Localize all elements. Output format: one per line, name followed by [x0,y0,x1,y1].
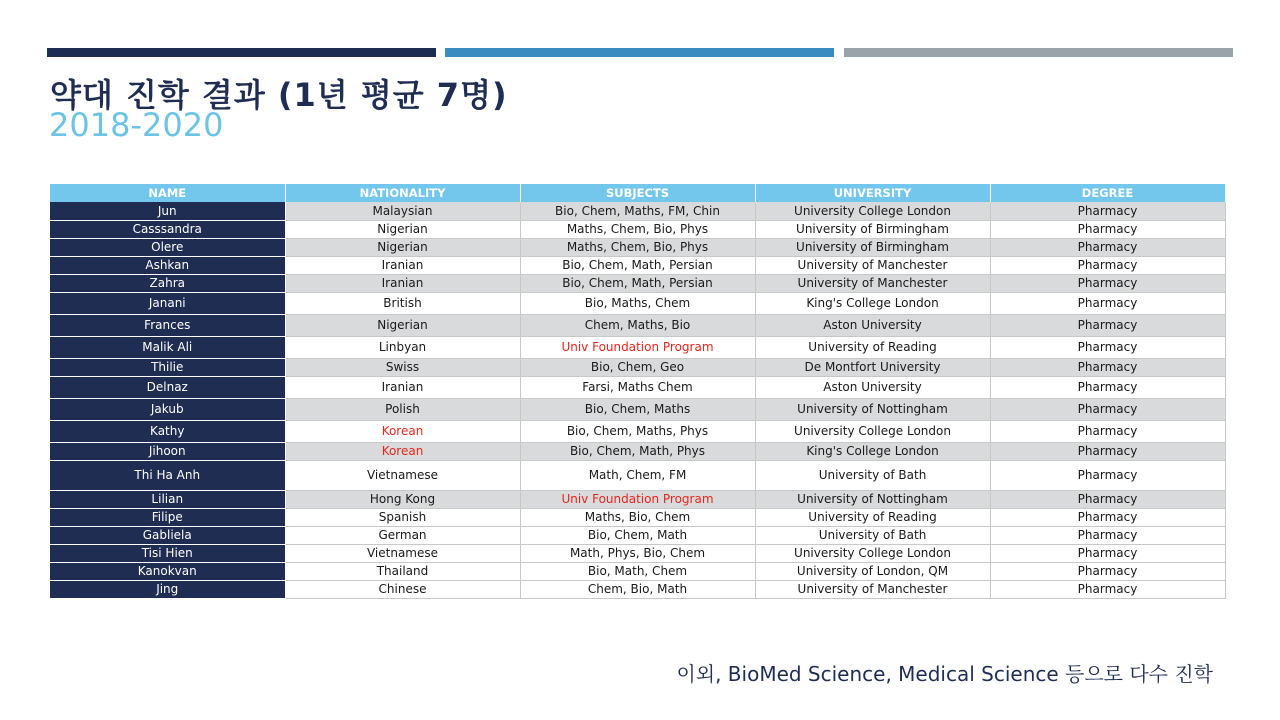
cell-subjects: Chem, Maths, Bio [520,314,755,336]
table-row [50,358,1225,376]
cell-subjects: Bio, Math, Chem [520,562,755,580]
cell-university: University of Manchester [755,256,990,274]
cell-nationality: British [285,292,520,314]
cell-name: Olere [50,238,285,256]
table-row [50,336,1225,358]
cell-degree: Pharmacy [990,544,1225,562]
cell-university: University of Birmingham [755,238,990,256]
cell-name: Malik Ali [50,336,285,358]
table-row [50,442,1225,460]
cell-nationality: Thailand [285,562,520,580]
cell-subjects: Maths, Chem, Bio, Phys [520,238,755,256]
cell-subjects: Univ Foundation Program [520,336,755,358]
cell-subjects: Farsi, Maths Chem [520,376,755,398]
table-row [50,202,1225,220]
cell-degree: Pharmacy [990,292,1225,314]
cell-nationality: Hong Kong [285,490,520,508]
cell-university: King's College London [755,292,990,314]
cell-degree: Pharmacy [990,256,1225,274]
cell-name: Jing [50,580,285,598]
cell-nationality: Spanish [285,508,520,526]
table-row [50,238,1225,256]
cell-university: University College London [755,544,990,562]
cell-subjects: Bio, Chem, Math [520,526,755,544]
cell-subjects: Bio, Chem, Maths [520,398,755,420]
results-table [50,184,1226,599]
cell-degree: Pharmacy [990,274,1225,292]
cell-nationality: Iranian [285,376,520,398]
accent-bar-gray [844,48,1233,57]
cell-subjects: Bio, Chem, Math, Persian [520,256,755,274]
table-row [50,256,1225,274]
cell-degree: Pharmacy [990,336,1225,358]
cell-university: King's College London [755,442,990,460]
cell-nationality: Nigerian [285,220,520,238]
cell-degree: Pharmacy [990,314,1225,336]
header-nationality: NATIONALITY [285,184,520,202]
cell-name: Lilian [50,490,285,508]
table-row [50,314,1225,336]
cell-degree: Pharmacy [990,202,1225,220]
table-row [50,220,1225,238]
table-header-row [50,184,1225,202]
cell-university: University of Reading [755,508,990,526]
header-name: NAME [50,184,285,202]
cell-nationality: Iranian [285,274,520,292]
header-degree: DEGREE [990,184,1225,202]
cell-subjects: Maths, Chem, Bio, Phys [520,220,755,238]
cell-degree: Pharmacy [990,420,1225,442]
cell-subjects: Bio, Chem, Math, Phys [520,442,755,460]
cell-name: Jihoon [50,442,285,460]
cell-name: Kathy [50,420,285,442]
cell-university: Aston University [755,314,990,336]
cell-university: University of Bath [755,526,990,544]
table-row [50,544,1225,562]
cell-name: Zahra [50,274,285,292]
cell-name: Delnaz [50,376,285,398]
cell-name: Casssandra [50,220,285,238]
table-row [50,490,1225,508]
cell-university: Aston University [755,376,990,398]
cell-name: Jun [50,202,285,220]
cell-nationality: Malaysian [285,202,520,220]
cell-university: University of Reading [755,336,990,358]
cell-nationality: Linbyan [285,336,520,358]
cell-degree: Pharmacy [990,358,1225,376]
cell-name: Jakub [50,398,285,420]
cell-subjects: Bio, Maths, Chem [520,292,755,314]
cell-degree: Pharmacy [990,238,1225,256]
cell-subjects: Math, Phys, Bio, Chem [520,544,755,562]
cell-name: Filipe [50,508,285,526]
cell-degree: Pharmacy [990,220,1225,238]
table-body [50,202,1225,598]
accent-bar-navy [47,48,436,57]
cell-subjects: Math, Chem, FM [520,460,755,490]
table-row [50,420,1225,442]
cell-degree: Pharmacy [990,508,1225,526]
cell-name: Gabliela [50,526,285,544]
cell-name: Janani [50,292,285,314]
cell-subjects: Maths, Bio, Chem [520,508,755,526]
cell-nationality: Nigerian [285,238,520,256]
cell-nationality: Korean [285,442,520,460]
table-row [50,562,1225,580]
slide-title: 약대 진학 결과 (1년 평균 7명) [50,76,508,114]
cell-subjects: Univ Foundation Program [520,490,755,508]
cell-name: Thilie [50,358,285,376]
cell-university: University of Manchester [755,580,990,598]
table-row [50,376,1225,398]
table-row [50,526,1225,544]
cell-name: Ashkan [50,256,285,274]
table-row [50,292,1225,314]
cell-university: University of Bath [755,460,990,490]
cell-name: Tisi Hien [50,544,285,562]
cell-university: University of London, QM [755,562,990,580]
cell-degree: Pharmacy [990,442,1225,460]
header-university: UNIVERSITY [755,184,990,202]
table-row [50,580,1225,598]
cell-university: University of Nottingham [755,490,990,508]
cell-nationality: Swiss [285,358,520,376]
cell-nationality: Chinese [285,580,520,598]
cell-name: Thi Ha Anh [50,460,285,490]
cell-name: Kanokvan [50,562,285,580]
cell-degree: Pharmacy [990,490,1225,508]
cell-university: University College London [755,202,990,220]
cell-nationality: Vietnamese [285,544,520,562]
table-row [50,508,1225,526]
cell-university: University of Manchester [755,274,990,292]
cell-subjects: Bio, Chem, Maths, FM, Chin [520,202,755,220]
cell-degree: Pharmacy [990,460,1225,490]
cell-nationality: German [285,526,520,544]
accent-bar-blue [445,48,834,57]
table-row [50,398,1225,420]
cell-subjects: Bio, Chem, Geo [520,358,755,376]
cell-nationality: Iranian [285,256,520,274]
cell-nationality: Vietnamese [285,460,520,490]
cell-degree: Pharmacy [990,526,1225,544]
cell-subjects: Bio, Chem, Math, Persian [520,274,755,292]
cell-degree: Pharmacy [990,580,1225,598]
footnote: 이외, BioMed Science, Medical Science 등으로 다수 진학 [676,662,1213,686]
header-subjects: SUBJECTS [520,184,755,202]
cell-degree: Pharmacy [990,398,1225,420]
cell-degree: Pharmacy [990,562,1225,580]
cell-subjects: Chem, Bio, Math [520,580,755,598]
cell-university: De Montfort University [755,358,990,376]
cell-name: Frances [50,314,285,336]
cell-university: University of Nottingham [755,398,990,420]
table-row [50,274,1225,292]
cell-subjects: Bio, Chem, Maths, Phys [520,420,755,442]
cell-nationality: Nigerian [285,314,520,336]
cell-nationality: Polish [285,398,520,420]
cell-nationality: Korean [285,420,520,442]
cell-university: University College London [755,420,990,442]
table-row [50,460,1225,490]
cell-degree: Pharmacy [990,376,1225,398]
slide-subtitle: 2018-2020 [49,106,224,144]
cell-university: University of Birmingham [755,220,990,238]
